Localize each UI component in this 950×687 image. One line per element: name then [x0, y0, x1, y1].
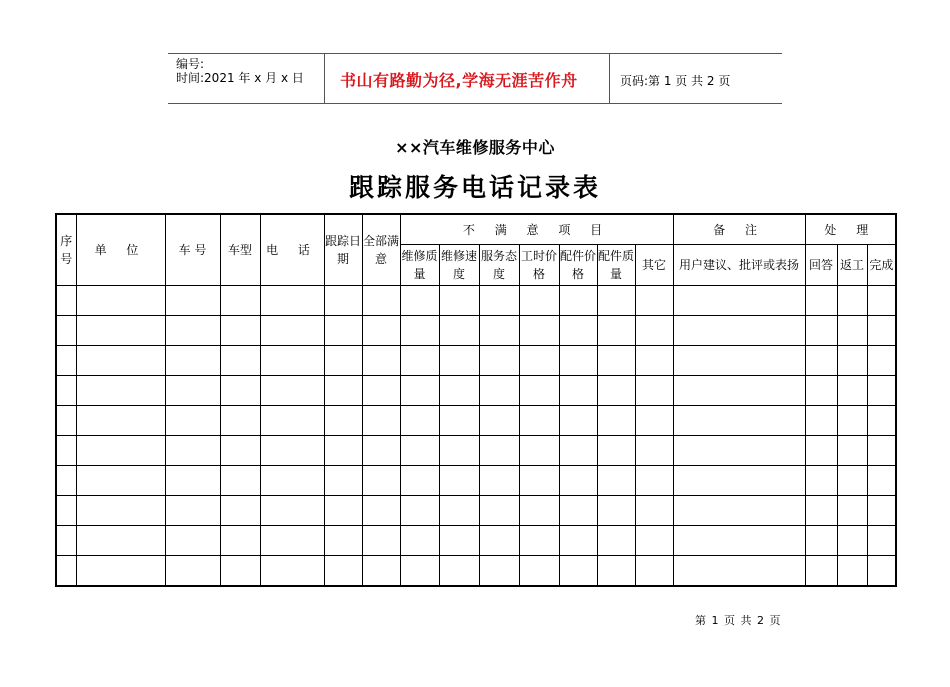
table-cell[interactable]: [76, 406, 165, 436]
table-cell[interactable]: [165, 466, 220, 496]
header-index: 序号: [56, 214, 76, 286]
table-cell[interactable]: [559, 436, 597, 466]
table-cell[interactable]: [400, 496, 439, 526]
table-cell[interactable]: [439, 346, 479, 376]
table-cell[interactable]: [324, 466, 362, 496]
table-cell[interactable]: [805, 436, 837, 466]
table-cell[interactable]: [260, 496, 324, 526]
table-cell[interactable]: [56, 466, 76, 496]
header-all-satisfied: 全部满意: [362, 214, 400, 286]
table-cell[interactable]: [76, 376, 165, 406]
header-repair-quality: 维修质量: [400, 245, 439, 286]
table-cell[interactable]: [837, 556, 867, 587]
table-cell[interactable]: [56, 436, 76, 466]
organization-name: ××汽车维修服务中心: [395, 138, 555, 157]
table-cell[interactable]: [479, 436, 519, 466]
table-cell[interactable]: [673, 436, 805, 466]
table-cell[interactable]: [76, 316, 165, 346]
header-parts-quality: 配件质量: [597, 245, 635, 286]
table-cell[interactable]: [165, 406, 220, 436]
page-footer: 第 1 页 共 2 页: [695, 614, 782, 627]
table-cell[interactable]: [805, 406, 837, 436]
table-cell[interactable]: [673, 286, 805, 316]
table-cell[interactable]: [479, 346, 519, 376]
table-cell[interactable]: [805, 466, 837, 496]
table-cell[interactable]: [56, 556, 76, 587]
table-row: [56, 376, 896, 406]
table-cell[interactable]: [519, 346, 559, 376]
table-cell[interactable]: [597, 376, 635, 406]
table-cell[interactable]: [165, 526, 220, 556]
table-cell[interactable]: [635, 316, 673, 346]
table-cell[interactable]: [362, 406, 400, 436]
table-cell[interactable]: [519, 526, 559, 556]
table-cell[interactable]: [220, 286, 260, 316]
table-cell[interactable]: [837, 496, 867, 526]
table-cell[interactable]: [837, 286, 867, 316]
header-handling-group: 处 理: [805, 214, 896, 245]
header-followup-date: 跟踪日期: [324, 214, 362, 286]
table-cell[interactable]: [76, 466, 165, 496]
table-cell[interactable]: [260, 466, 324, 496]
table-cell[interactable]: [635, 346, 673, 376]
table-cell[interactable]: [519, 376, 559, 406]
table-cell[interactable]: [400, 376, 439, 406]
table-cell[interactable]: [479, 466, 519, 496]
table-row: [56, 406, 896, 436]
table-cell[interactable]: [56, 376, 76, 406]
table-cell[interactable]: [165, 346, 220, 376]
header-phone: 电 话: [260, 214, 324, 286]
table-cell[interactable]: [559, 526, 597, 556]
table-cell[interactable]: [597, 526, 635, 556]
table-row: [56, 526, 896, 556]
header-other: 其它: [635, 245, 673, 286]
header-labor-price: 工时价格: [519, 245, 559, 286]
table-row: [56, 496, 896, 526]
table-cell[interactable]: [673, 346, 805, 376]
table-cell[interactable]: [597, 466, 635, 496]
table-cell[interactable]: [439, 466, 479, 496]
header-plate: 车 号: [165, 214, 220, 286]
table-cell[interactable]: [324, 346, 362, 376]
table-cell[interactable]: [324, 526, 362, 556]
table-cell[interactable]: [805, 496, 837, 526]
table-cell[interactable]: [165, 436, 220, 466]
table-cell[interactable]: [76, 556, 165, 587]
table-cell[interactable]: [400, 316, 439, 346]
table-cell[interactable]: [56, 496, 76, 526]
table-cell[interactable]: [635, 526, 673, 556]
table-cell[interactable]: [597, 436, 635, 466]
table-cell[interactable]: [324, 496, 362, 526]
table-cell[interactable]: [260, 286, 324, 316]
table-cell[interactable]: [805, 286, 837, 316]
table-cell[interactable]: [559, 346, 597, 376]
record-table: [55, 213, 897, 587]
table-cell[interactable]: [673, 496, 805, 526]
table-cell[interactable]: [805, 376, 837, 406]
table-cell[interactable]: [400, 286, 439, 316]
header-divider: [609, 53, 610, 104]
header-unit: 单 位: [76, 214, 165, 286]
table-cell[interactable]: [519, 496, 559, 526]
table-cell[interactable]: [519, 436, 559, 466]
table-cell[interactable]: [220, 436, 260, 466]
table-cell[interactable]: [439, 556, 479, 587]
table-cell[interactable]: [597, 286, 635, 316]
table-cell[interactable]: [519, 556, 559, 587]
page-title: 跟踪服务电话记录表: [348, 173, 601, 202]
table-cell[interactable]: [635, 496, 673, 526]
table-cell[interactable]: [56, 406, 76, 436]
table-cell[interactable]: [220, 496, 260, 526]
header-remarks: 用户建议、批评或表扬: [673, 245, 805, 286]
table-cell[interactable]: [867, 556, 896, 587]
table-cell[interactable]: [220, 466, 260, 496]
header-done: 完成: [867, 245, 896, 286]
table-cell[interactable]: [559, 466, 597, 496]
table-row: [56, 286, 896, 316]
table-cell[interactable]: [324, 436, 362, 466]
table-cell[interactable]: [165, 376, 220, 406]
table-cell[interactable]: [559, 286, 597, 316]
table-row: [56, 316, 896, 346]
table-cell[interactable]: [439, 496, 479, 526]
table-cell[interactable]: [439, 286, 479, 316]
table-cell[interactable]: [324, 316, 362, 346]
table-cell[interactable]: [260, 406, 324, 436]
table-cell[interactable]: [76, 346, 165, 376]
table-row: [56, 346, 896, 376]
table-cell[interactable]: [673, 526, 805, 556]
table-cell[interactable]: [673, 406, 805, 436]
table-cell[interactable]: [362, 316, 400, 346]
header-repair-speed: 维修速度: [439, 245, 479, 286]
table-cell[interactable]: [220, 376, 260, 406]
table-cell[interactable]: [56, 286, 76, 316]
table-cell[interactable]: [837, 316, 867, 346]
table-cell[interactable]: [479, 526, 519, 556]
table-cell[interactable]: [673, 466, 805, 496]
table-row: [56, 436, 896, 466]
table-cell[interactable]: [479, 556, 519, 587]
table-cell[interactable]: [597, 316, 635, 346]
table-cell[interactable]: [597, 496, 635, 526]
table-cell[interactable]: [400, 436, 439, 466]
table-cell[interactable]: [362, 286, 400, 316]
table-cell[interactable]: [400, 526, 439, 556]
table-cell[interactable]: [56, 526, 76, 556]
table-cell[interactable]: [867, 496, 896, 526]
header-rework: 返工: [837, 245, 867, 286]
table-cell[interactable]: [837, 346, 867, 376]
header-service-attitude: 服务态度: [479, 245, 519, 286]
table-cell[interactable]: [324, 556, 362, 587]
table-cell[interactable]: [260, 556, 324, 587]
table-cell[interactable]: [867, 346, 896, 376]
table-cell[interactable]: [260, 376, 324, 406]
table-cell[interactable]: [673, 316, 805, 346]
number-label: 编号:: [176, 57, 205, 71]
table-cell[interactable]: [324, 406, 362, 436]
header-remarks-group: 备 注: [673, 214, 805, 245]
table-body: [56, 286, 896, 587]
table-cell[interactable]: [324, 376, 362, 406]
time-label: 时间:2021 年 x 月 x 日: [176, 71, 304, 85]
motto-text: 书山有路勤为径,学海无涯苦作舟: [340, 71, 578, 90]
table-cell[interactable]: [56, 316, 76, 346]
table-cell[interactable]: [519, 406, 559, 436]
header-reply: 回答: [805, 245, 837, 286]
table-cell[interactable]: [220, 316, 260, 346]
table-cell[interactable]: [439, 406, 479, 436]
table-cell[interactable]: [597, 406, 635, 436]
table-cell[interactable]: [673, 556, 805, 587]
header-unsatisfied-group: 不 满 意 项 目: [400, 214, 673, 245]
table-cell[interactable]: [400, 346, 439, 376]
table-cell[interactable]: [362, 526, 400, 556]
table-cell[interactable]: [479, 316, 519, 346]
table-cell[interactable]: [867, 526, 896, 556]
table-cell[interactable]: [635, 556, 673, 587]
table-cell[interactable]: [867, 436, 896, 466]
table-cell[interactable]: [867, 316, 896, 346]
table-cell[interactable]: [260, 316, 324, 346]
table-cell[interactable]: [260, 346, 324, 376]
table-cell[interactable]: [805, 346, 837, 376]
header-divider: [324, 53, 325, 104]
table-cell[interactable]: [519, 316, 559, 346]
table-cell[interactable]: [673, 376, 805, 406]
table-cell[interactable]: [479, 406, 519, 436]
table-cell[interactable]: [220, 556, 260, 587]
table-cell[interactable]: [362, 376, 400, 406]
table-cell[interactable]: [867, 406, 896, 436]
table-cell[interactable]: [165, 286, 220, 316]
table-cell[interactable]: [597, 346, 635, 376]
table-cell[interactable]: [867, 286, 896, 316]
table-cell[interactable]: [597, 556, 635, 587]
table-cell[interactable]: [805, 526, 837, 556]
header-model: 车型: [220, 214, 260, 286]
table-cell[interactable]: [559, 376, 597, 406]
table-cell[interactable]: [439, 376, 479, 406]
table-cell[interactable]: [635, 406, 673, 436]
table-cell[interactable]: [479, 496, 519, 526]
table-cell[interactable]: [837, 406, 867, 436]
table-cell[interactable]: [220, 346, 260, 376]
table-cell[interactable]: [867, 376, 896, 406]
page-info: 页码:第 1 页 共 2 页: [620, 74, 731, 88]
table-cell[interactable]: [635, 376, 673, 406]
table-cell[interactable]: [635, 466, 673, 496]
table-cell[interactable]: [76, 526, 165, 556]
table-cell[interactable]: [220, 406, 260, 436]
table-cell[interactable]: [519, 286, 559, 316]
table-row: [56, 466, 896, 496]
table-cell[interactable]: [165, 496, 220, 526]
table-cell[interactable]: [362, 346, 400, 376]
header-parts-price: 配件价格: [559, 245, 597, 286]
header-top-rule: [168, 53, 782, 54]
table-cell[interactable]: [837, 436, 867, 466]
table-cell[interactable]: [400, 466, 439, 496]
table-cell[interactable]: [324, 286, 362, 316]
table-cell[interactable]: [479, 376, 519, 406]
table-cell[interactable]: [220, 526, 260, 556]
table-header-row: [56, 214, 896, 245]
table-cell[interactable]: [559, 406, 597, 436]
table-cell[interactable]: [867, 466, 896, 496]
table-cell[interactable]: [805, 316, 837, 346]
table-cell[interactable]: [837, 526, 867, 556]
table-cell[interactable]: [439, 436, 479, 466]
table-cell[interactable]: [400, 406, 439, 436]
table-cell[interactable]: [837, 466, 867, 496]
header-bottom-rule: [168, 103, 782, 104]
table-cell[interactable]: [635, 436, 673, 466]
table-cell[interactable]: [76, 286, 165, 316]
table-row: [56, 556, 896, 587]
table-cell[interactable]: [479, 286, 519, 316]
table-cell[interactable]: [165, 556, 220, 587]
table-cell[interactable]: [837, 376, 867, 406]
table-cell[interactable]: [635, 286, 673, 316]
table-cell[interactable]: [76, 436, 165, 466]
table-cell[interactable]: [362, 436, 400, 466]
table-cell[interactable]: [805, 556, 837, 587]
table-cell[interactable]: [559, 316, 597, 346]
table-cell[interactable]: [362, 496, 400, 526]
table-cell[interactable]: [165, 316, 220, 346]
table-cell[interactable]: [56, 346, 76, 376]
document-header: [168, 53, 782, 104]
table-cell[interactable]: [439, 526, 479, 556]
table-cell[interactable]: [260, 526, 324, 556]
table-cell[interactable]: [519, 466, 559, 496]
table-cell[interactable]: [362, 466, 400, 496]
table-cell[interactable]: [439, 316, 479, 346]
table-cell[interactable]: [362, 556, 400, 587]
table-cell[interactable]: [400, 556, 439, 587]
table-cell[interactable]: [559, 496, 597, 526]
table-cell[interactable]: [260, 436, 324, 466]
table-cell[interactable]: [559, 556, 597, 587]
table-cell[interactable]: [76, 496, 165, 526]
